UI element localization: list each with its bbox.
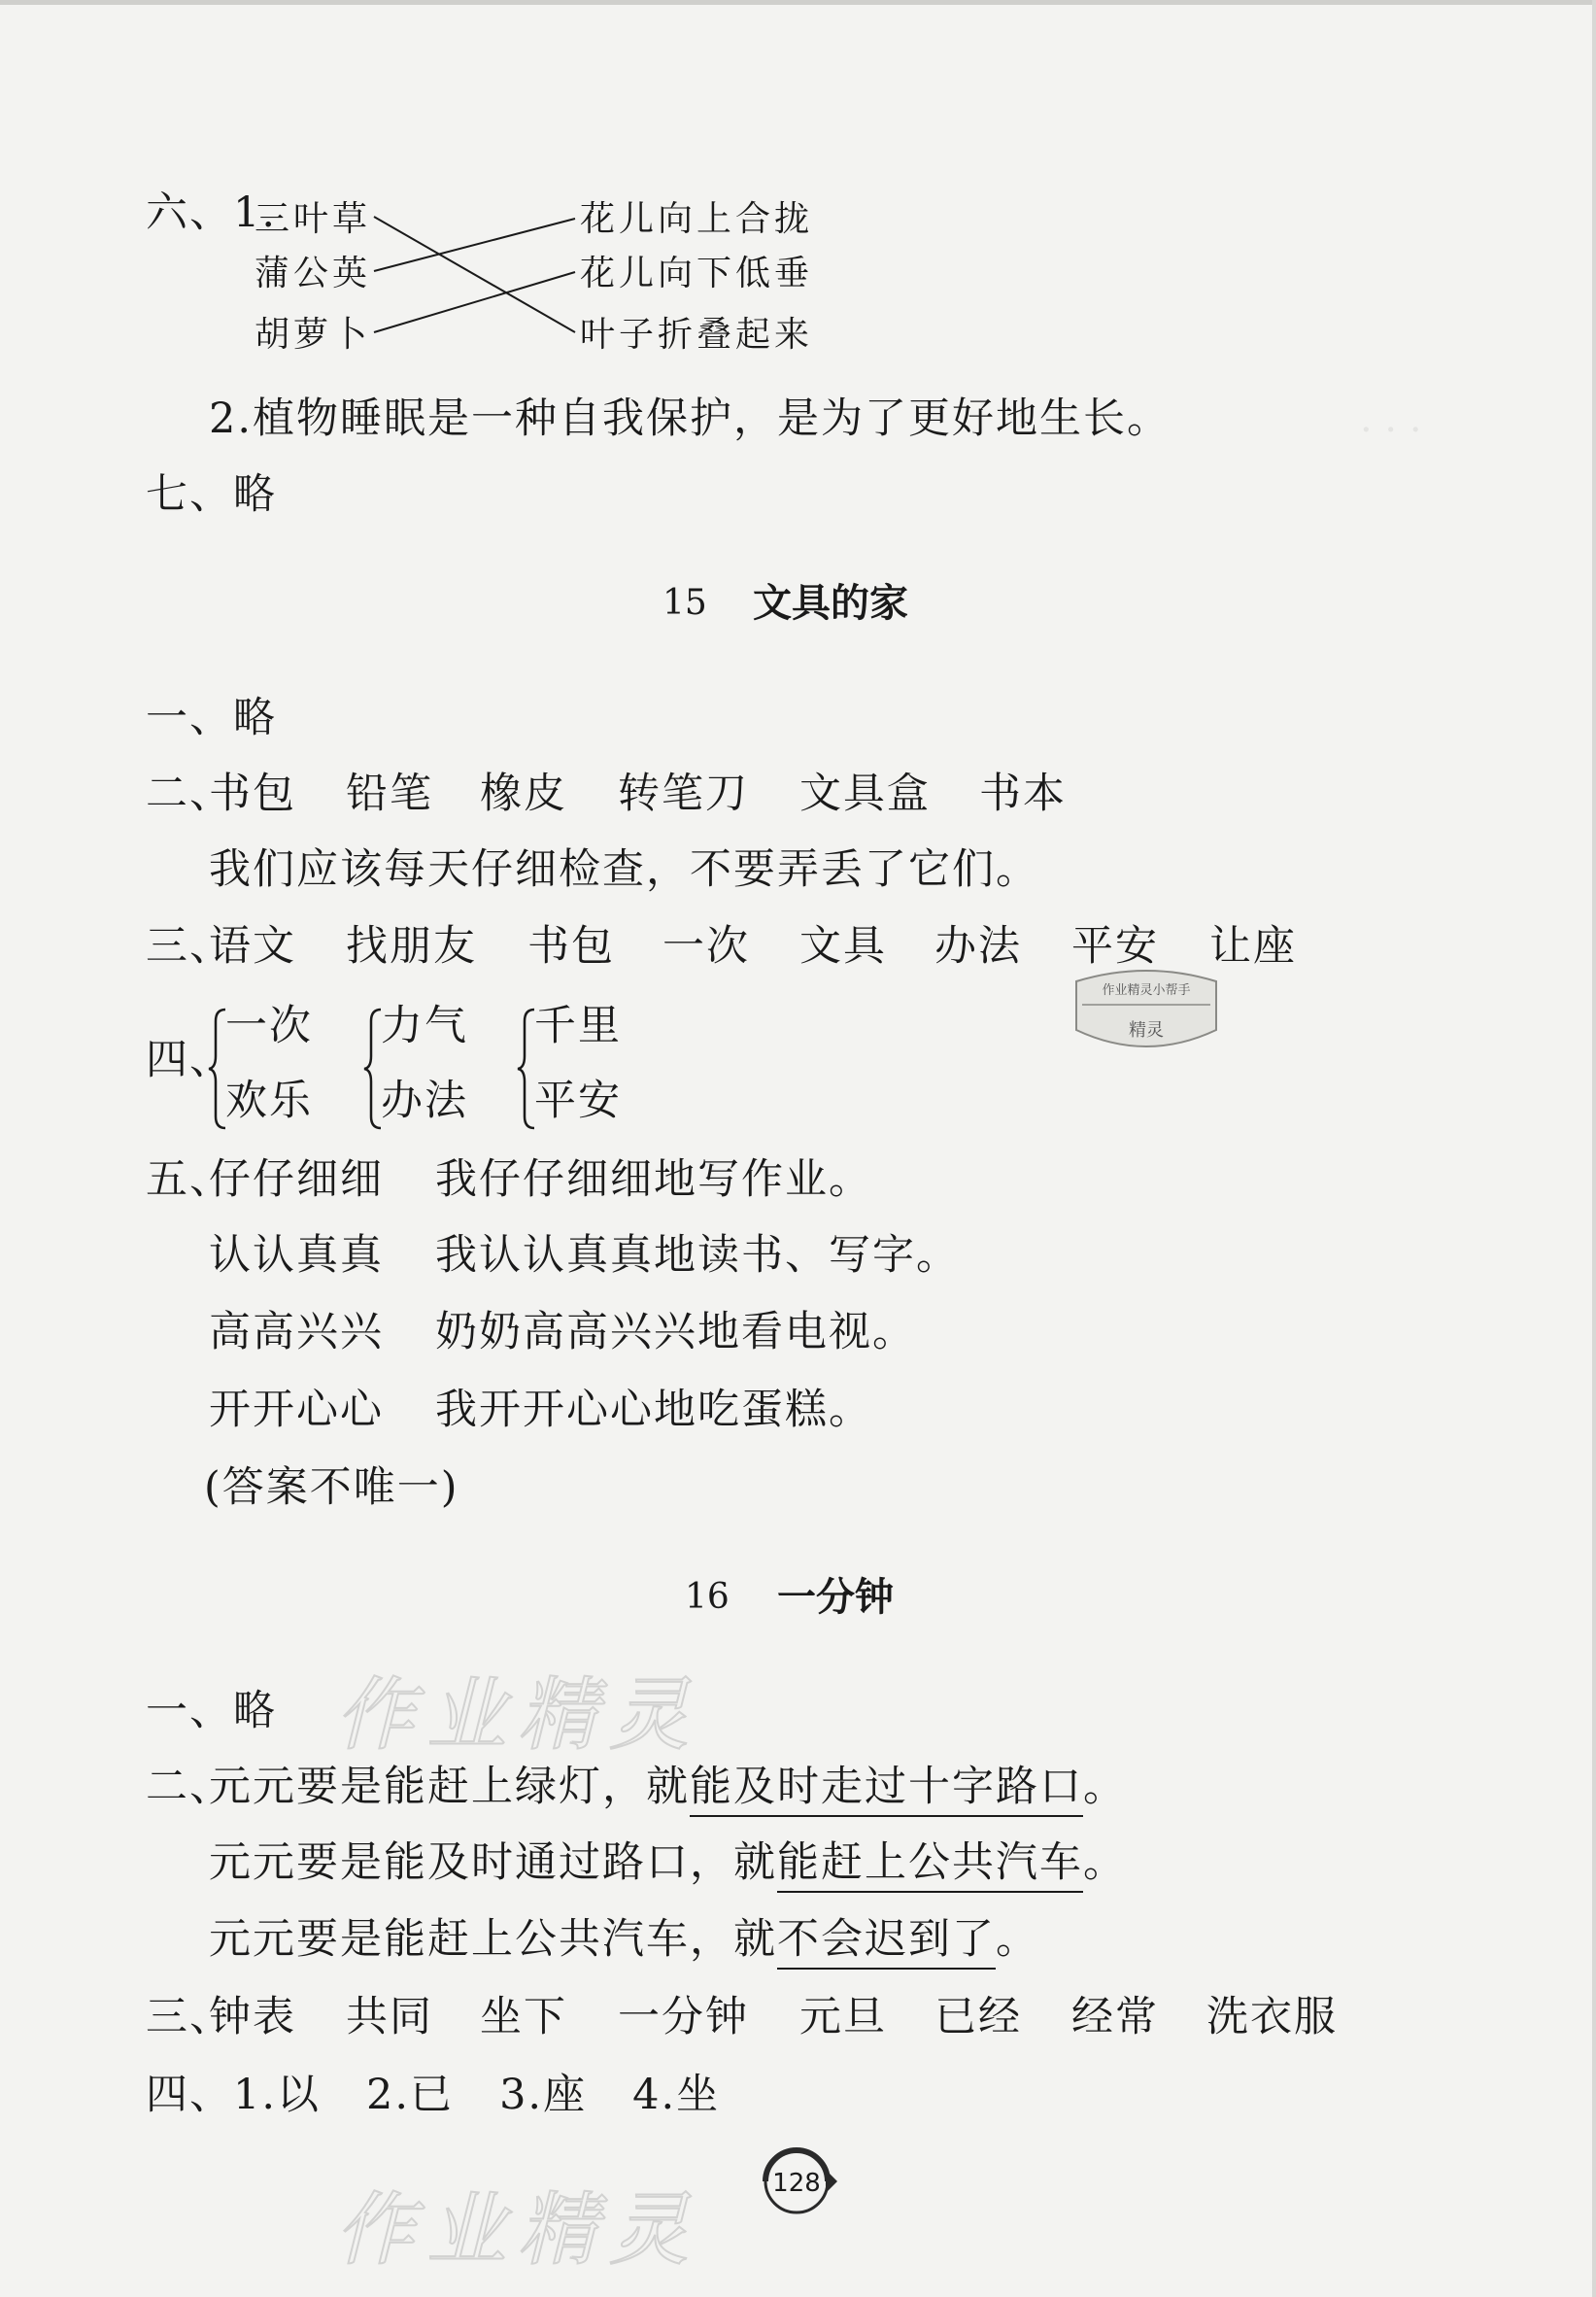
l15-q2-word: 文具盒: [799, 770, 931, 818]
brace-icon: [515, 1006, 536, 1132]
l15-q5-sentence: 奶奶高高兴兴地看电视。: [435, 1308, 916, 1356]
l15-q1: 一、略: [146, 694, 277, 742]
watermark-text: 作业精灵: [335, 1669, 700, 1762]
q6-line2: 2.植物睡眠是一种自我保护，是为了更好地生长。: [209, 394, 1172, 443]
l15-q4-word: 一次: [225, 1002, 313, 1050]
l15-q3-word: 书包: [527, 922, 615, 971]
lesson15-number: 15: [662, 583, 707, 623]
q6-matching-lines: [0, 0, 1596, 408]
l15-q2-sentence: 我们应该每天仔细检查，不要弄丢了它们。: [209, 845, 1039, 894]
l15-q3-word: 文具: [799, 922, 887, 971]
l16-q3-word: 元旦: [799, 1993, 887, 2041]
l15-q4-word: 平安: [534, 1077, 622, 1125]
l15-q5-label: 五、: [146, 1155, 233, 1204]
underlined-answer: 能及时走过十字路口: [690, 1763, 1083, 1817]
underlined-answer: 能赶上公共汽车: [777, 1838, 1083, 1893]
l16-q2-label: 二、: [146, 1763, 233, 1811]
l15-q4-word: 力气: [381, 1002, 468, 1050]
l15-q5-word: 高高兴兴: [209, 1308, 384, 1356]
q6-right-item: 花儿向下低垂: [580, 254, 814, 293]
page-number: 128: [772, 2169, 821, 2198]
l16-q3-word: 坐下: [480, 1993, 567, 2041]
l15-q5-sentence: 我仔仔细细地写作业。: [435, 1155, 872, 1204]
l15-q2-label: 二、: [146, 770, 233, 818]
l15-q5-word: 仔仔细细: [209, 1155, 384, 1204]
watermark-text-footer: 作业精灵: [335, 2184, 700, 2277]
l16-q3-label: 三、: [146, 1993, 233, 2041]
q6-left-item: 三叶草: [255, 199, 372, 239]
underlined-answer: 不会迟到了: [777, 1915, 996, 1970]
l15-q4-word: 办法: [381, 1077, 468, 1125]
q6-left-item: 胡萝卜: [255, 315, 372, 355]
l15-q2-word: 铅笔: [346, 770, 433, 818]
q7: 七、略: [146, 470, 277, 519]
brace-icon: [206, 1006, 227, 1132]
l15-q3-word: 语文: [209, 922, 296, 971]
l16-q3-word: 钟表: [209, 1993, 296, 2041]
l15-q4-word: 欢乐: [225, 1077, 313, 1125]
q6-right-item: 花儿向上合拢: [580, 199, 814, 239]
l15-q2-word: 橡皮: [480, 770, 567, 818]
l15-q5-word: 开开心心: [209, 1386, 384, 1434]
l15-q5-sentence: 我开开心心地吃蛋糕。: [435, 1386, 872, 1434]
q6-left-item: 蒲公英: [255, 254, 372, 293]
l15-q3-label: 三、: [146, 922, 233, 971]
q6-prefix: 六、1.: [146, 189, 278, 237]
l15-q3-word: 平安: [1071, 922, 1159, 971]
l15-q4-label: 四、: [146, 1036, 233, 1084]
l16-q3-word: 洗衣服: [1206, 1993, 1338, 2041]
l16-q2-text: 元元要是能赶上绿灯，就能及时走过十字路口。: [209, 1766, 1127, 1808]
bleed-through-text: · · ·: [1360, 408, 1422, 453]
l16-q3-word: 已经: [934, 1993, 1022, 2041]
l15-q5-sentence: 我认认真真地读书、写字。: [435, 1231, 960, 1280]
l15-q5-note: (答案不唯一): [204, 1463, 459, 1512]
lesson16-number: 16: [685, 1577, 730, 1617]
l15-q3-word: 办法: [934, 922, 1022, 971]
l15-q3-word: 一次: [662, 922, 750, 971]
l16-q3-word: 共同: [346, 1993, 433, 2041]
l15-q3-word: 让座: [1209, 922, 1297, 971]
l16-q3-word: 经常: [1071, 1993, 1159, 2041]
stamp-bottom-text: 精灵: [1129, 1020, 1164, 1041]
l15-q2-word: 书本: [979, 770, 1067, 818]
homework-stamp: [1069, 962, 1224, 1069]
l16-q2-text: 元元要是能赶上公共汽车，就不会迟到了。: [209, 1919, 1039, 1961]
lesson16-title: 一分钟: [777, 1575, 894, 1620]
l16-q3-word: 一分钟: [618, 1993, 749, 2041]
l16-q4: 四、1.以 2.已 3.座 4.坐: [146, 2071, 721, 2119]
l15-q3-word: 找朋友: [346, 922, 477, 971]
lesson15-title: 文具的家: [753, 581, 908, 626]
stamp-top-text: 作业精灵小帮手: [1102, 983, 1191, 998]
l15-q2-word: 转笔刀: [618, 770, 749, 818]
l15-q2-word: 书包: [209, 770, 296, 818]
l15-q5-word: 认认真真: [209, 1231, 384, 1280]
l15-q4-word: 千里: [534, 1002, 622, 1050]
l16-q2-text: 元元要是能及时通过路口，就能赶上公共汽车。: [209, 1842, 1127, 1884]
brace-icon: [361, 1006, 383, 1132]
l16-q1: 一、略: [146, 1687, 277, 1735]
q6-right-item: 叶子折叠起来: [580, 315, 814, 355]
